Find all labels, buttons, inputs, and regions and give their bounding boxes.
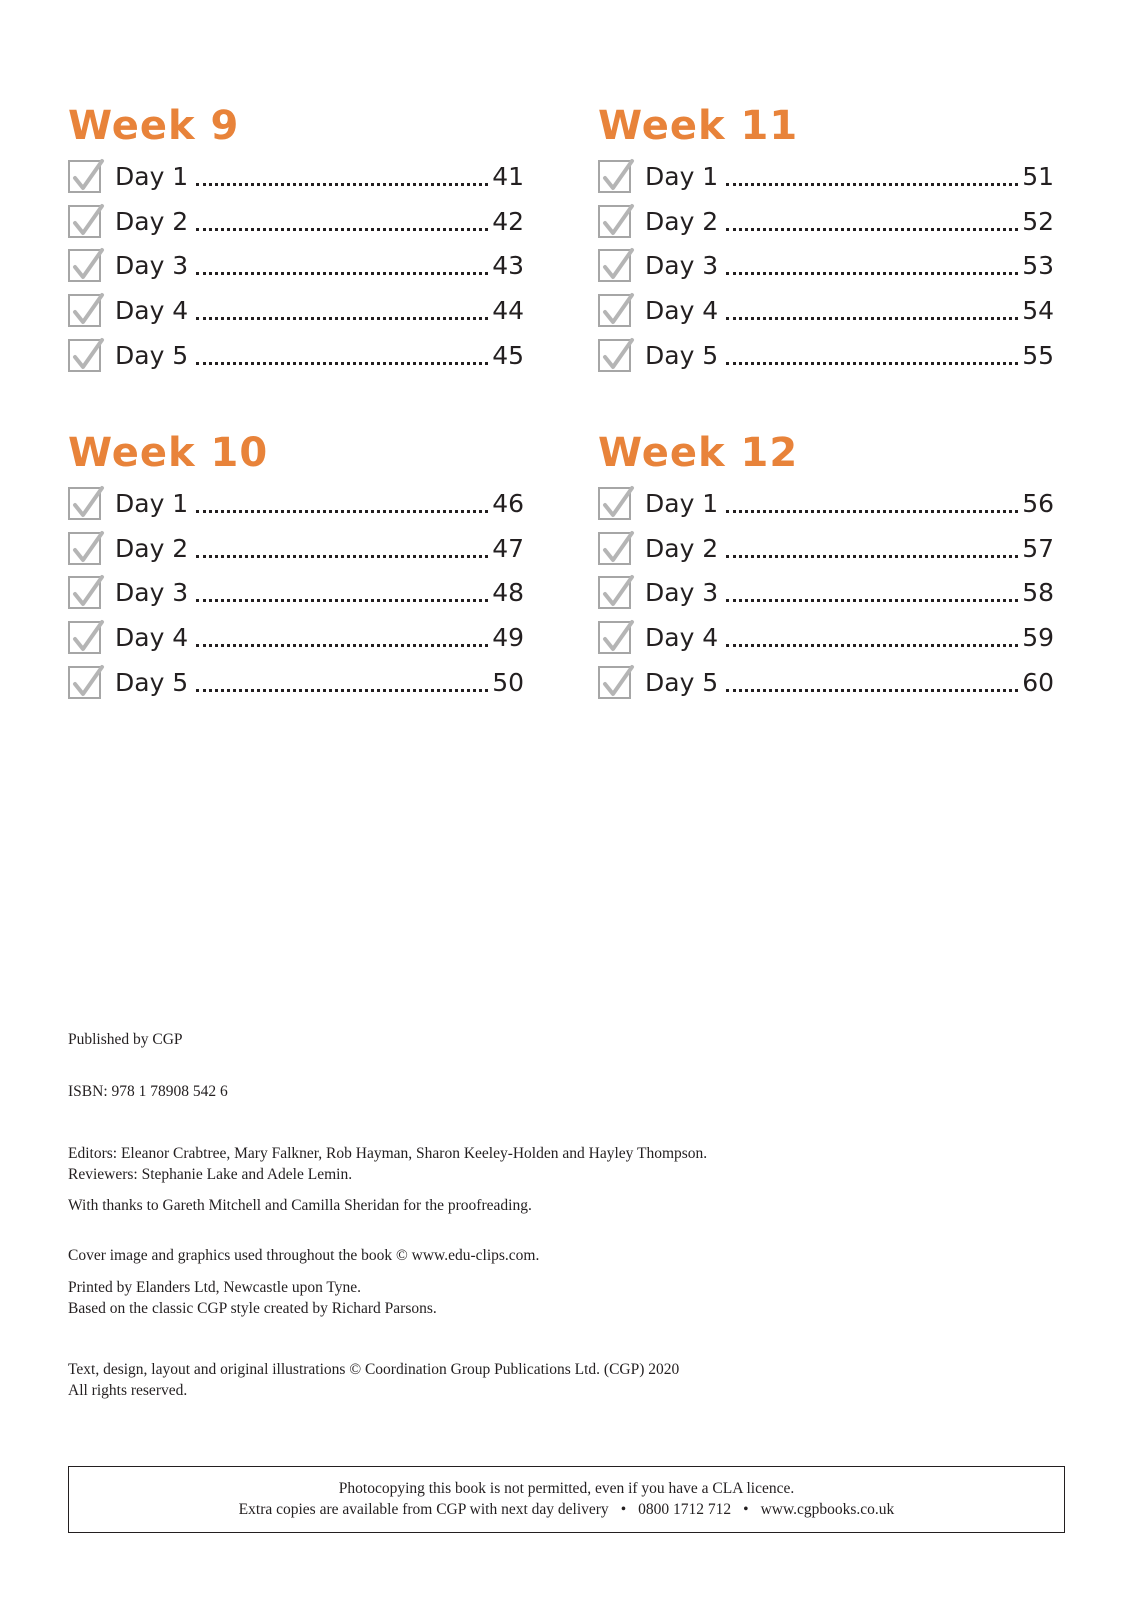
day-row xyxy=(598,288,1054,333)
checkbox-ticked-icon[interactable] xyxy=(68,160,101,193)
day-label: Day 2 xyxy=(645,533,719,563)
week-title: Week 10 xyxy=(68,430,269,476)
week-title: Week 12 xyxy=(598,430,799,476)
imprint-copyright-block xyxy=(68,1359,968,1401)
page-number: 55 xyxy=(1022,341,1054,371)
dot-leader xyxy=(196,183,488,186)
imprint-isbn-block xyxy=(68,1081,968,1102)
day-row xyxy=(68,154,524,199)
rights-reserved-text: All rights reserved. xyxy=(68,1382,188,1399)
checkbox-ticked-icon[interactable] xyxy=(598,294,631,327)
checkbox-ticked-icon[interactable] xyxy=(598,576,631,609)
day-label: Day 4 xyxy=(645,296,719,326)
thanks-text: With thanks to Gareth Mitchell and Camilla Sheridan for the proofreading. xyxy=(68,1197,532,1214)
week-title: Week 9 xyxy=(68,103,240,149)
page-number: 48 xyxy=(492,578,524,608)
imprint-published-block xyxy=(68,1029,968,1050)
printed-by-text: Printed by Elanders Ltd, Newcastle upon Tyne. xyxy=(68,1279,362,1296)
imprint-thanks-block xyxy=(68,1195,968,1216)
day-label: Day 1 xyxy=(115,488,189,518)
based-on-text: Based on the classic CGP style created by Richard Parsons. xyxy=(68,1300,437,1317)
day-label: Day 5 xyxy=(645,668,719,698)
page-number: 41 xyxy=(492,161,524,191)
bullet-separator: • xyxy=(620,1501,627,1518)
day-label: Day 3 xyxy=(645,251,719,281)
dot-leader xyxy=(196,317,488,320)
photocopy-notice-line: Photocopying this book is not permitted, even if you have a CLA licence. xyxy=(338,1480,795,1497)
dot-leader xyxy=(196,689,488,692)
day-label: Day 5 xyxy=(115,341,189,371)
dot-leader xyxy=(726,510,1018,513)
dot-leader xyxy=(726,689,1018,692)
page-number: 47 xyxy=(492,533,524,563)
day-row xyxy=(598,154,1054,199)
checkbox-ticked-icon[interactable] xyxy=(68,576,101,609)
checkbox-ticked-icon[interactable] xyxy=(598,666,631,699)
day-row xyxy=(68,660,524,705)
page-number: 49 xyxy=(492,623,524,653)
day-row xyxy=(68,615,524,660)
checkbox-ticked-icon[interactable] xyxy=(68,487,101,520)
dot-leader xyxy=(726,228,1018,231)
day-row xyxy=(598,199,1054,244)
page-number: 53 xyxy=(1022,251,1054,281)
checkbox-ticked-icon[interactable] xyxy=(598,487,631,520)
dot-leader xyxy=(196,362,488,365)
checkbox-ticked-icon[interactable] xyxy=(598,249,631,282)
bullet-separator: • xyxy=(743,1501,749,1518)
day-row xyxy=(598,333,1054,378)
day-row xyxy=(598,615,1054,660)
imprint-cover-block xyxy=(68,1245,968,1266)
day-label: Day 2 xyxy=(115,206,189,236)
page-number: 46 xyxy=(492,488,524,518)
checkbox-ticked-icon[interactable] xyxy=(68,205,101,238)
day-row xyxy=(68,244,524,289)
copyright-text: Text, design, layout and original illustrations © Coordination Group Publications Ltd. (CGP) 2020 xyxy=(68,1361,680,1378)
dot-leader xyxy=(726,644,1018,647)
week-12-section xyxy=(598,425,1054,705)
page-number: 45 xyxy=(492,341,524,371)
page-number: 57 xyxy=(1022,533,1054,563)
day-label: Day 2 xyxy=(645,206,719,236)
page-number: 43 xyxy=(492,251,524,281)
dot-leader xyxy=(726,272,1018,275)
day-label: Day 3 xyxy=(645,578,719,608)
dot-leader xyxy=(196,599,488,602)
dot-leader xyxy=(196,272,488,275)
day-row xyxy=(68,526,524,571)
day-label: Day 4 xyxy=(115,623,189,653)
day-row xyxy=(598,526,1054,571)
reviewers-text: Reviewers: Stephanie Lake and Adele Lemin. xyxy=(68,1166,353,1183)
day-label: Day 1 xyxy=(115,161,189,191)
checkbox-ticked-icon[interactable] xyxy=(68,666,101,699)
day-row xyxy=(68,333,524,378)
day-row xyxy=(598,244,1054,289)
week-10-section xyxy=(68,425,524,705)
dot-leader xyxy=(726,555,1018,558)
checkbox-ticked-icon[interactable] xyxy=(68,294,101,327)
editors-text: Editors: Eleanor Crabtree, Mary Falkner, Rob Hayman, Sharon Keeley-Holden and Hayley Thompson. xyxy=(68,1145,708,1162)
cover-credit-text: Cover image and graphics used throughout the book © www.edu-clips.com. xyxy=(68,1247,540,1264)
day-label: Day 1 xyxy=(645,488,719,518)
page-number: 54 xyxy=(1022,296,1054,326)
checkbox-ticked-icon[interactable] xyxy=(68,621,101,654)
day-row xyxy=(598,571,1054,616)
dot-leader xyxy=(726,599,1018,602)
checkbox-ticked-icon[interactable] xyxy=(598,339,631,372)
day-label: Day 3 xyxy=(115,251,189,281)
dot-leader xyxy=(726,183,1018,186)
day-label: Day 1 xyxy=(645,161,719,191)
day-label: Day 2 xyxy=(115,533,189,563)
day-row xyxy=(68,481,524,526)
day-row xyxy=(68,571,524,616)
checkbox-ticked-icon[interactable] xyxy=(598,532,631,565)
delivery-notice-line xyxy=(69,1499,1064,1520)
checkbox-ticked-icon[interactable] xyxy=(598,621,631,654)
day-label: Day 5 xyxy=(115,668,189,698)
published-by-text: Published by CGP xyxy=(68,1031,183,1048)
page-number: 59 xyxy=(1022,623,1054,653)
checkbox-ticked-icon[interactable] xyxy=(598,205,631,238)
day-row xyxy=(598,660,1054,705)
delivery-text: Extra copies are available from CGP with next day delivery xyxy=(238,1501,609,1518)
phone-number: 0800 1712 712 xyxy=(638,1501,732,1518)
imprint-credits-block xyxy=(68,1143,968,1185)
imprint-printer-block xyxy=(68,1277,968,1319)
day-row xyxy=(68,288,524,333)
checkbox-ticked-icon[interactable] xyxy=(68,339,101,372)
dot-leader xyxy=(196,644,488,647)
dot-leader xyxy=(726,362,1018,365)
page-number: 56 xyxy=(1022,488,1054,518)
dot-leader xyxy=(196,555,488,558)
photocopy-notice-box xyxy=(68,1466,1065,1533)
day-row xyxy=(598,481,1054,526)
checkbox-ticked-icon[interactable] xyxy=(598,160,631,193)
page-number: 42 xyxy=(492,206,524,236)
dot-leader xyxy=(196,510,488,513)
website-link[interactable]: www.cgpbooks.co.uk xyxy=(760,1501,895,1518)
week-9-section xyxy=(68,98,524,378)
isbn-text: ISBN: 978 1 78908 542 6 xyxy=(68,1083,228,1100)
page-number: 51 xyxy=(1022,161,1054,191)
day-label: Day 4 xyxy=(645,623,719,653)
day-label: Day 5 xyxy=(645,341,719,371)
page-number: 58 xyxy=(1022,578,1054,608)
page-number: 50 xyxy=(492,668,524,698)
page-number: 52 xyxy=(1022,206,1054,236)
checkbox-ticked-icon[interactable] xyxy=(68,249,101,282)
day-label: Day 4 xyxy=(115,296,189,326)
week-title: Week 11 xyxy=(598,103,799,149)
dot-leader xyxy=(196,228,488,231)
day-row xyxy=(68,199,524,244)
checkbox-ticked-icon[interactable] xyxy=(68,532,101,565)
week-11-section xyxy=(598,98,1054,378)
page-number: 44 xyxy=(492,296,524,326)
dot-leader xyxy=(726,317,1018,320)
day-label: Day 3 xyxy=(115,578,189,608)
page-number: 60 xyxy=(1022,668,1054,698)
